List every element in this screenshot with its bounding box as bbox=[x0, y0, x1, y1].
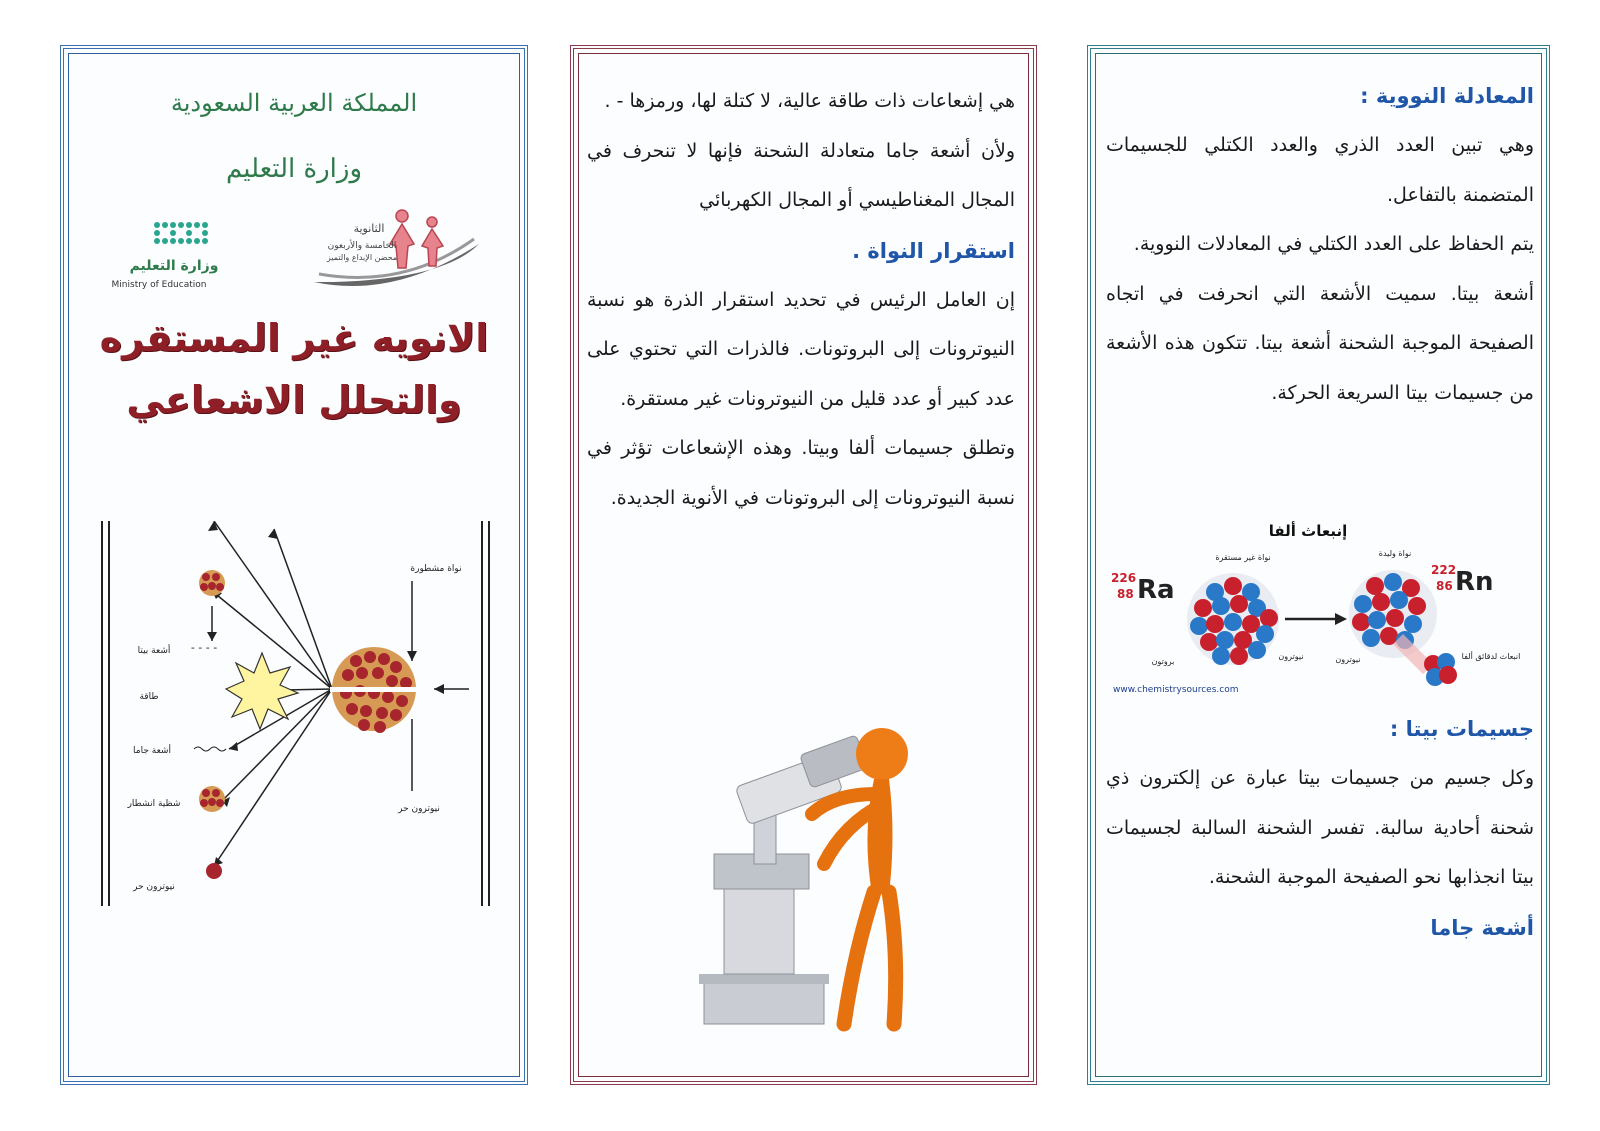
rn-mass-number: 222 bbox=[1431, 563, 1457, 577]
school-logo bbox=[294, 204, 494, 294]
right-text-bottom bbox=[1106, 704, 1534, 953]
gamma-neutral-paragraph: ولأن أشعة جاما متعادلة الشحنة فإنها لا تنحرف في المجال المغناطيسي أو المجال الكهربائي bbox=[587, 139, 1015, 211]
right-panel bbox=[1087, 45, 1550, 1085]
label-unstable-nucleus: نواة غير مستقرة bbox=[1215, 553, 1271, 562]
mass-conservation-paragraph: يتم الحفاظ على العدد الكتلي في المعادلات النووية. bbox=[1133, 233, 1534, 255]
label-beta: أشعة بيتا bbox=[137, 646, 171, 656]
rn-atomic-number: 86 bbox=[1436, 579, 1453, 593]
title-line-1: الانويه غير المستقره bbox=[99, 316, 489, 360]
energy-burst-icon bbox=[226, 653, 298, 729]
label-proton: بروتون bbox=[1151, 657, 1175, 666]
label-neutron-2: نيوترون bbox=[1335, 655, 1361, 664]
beta-particles-heading: جسيمات بيتا : bbox=[1389, 717, 1534, 741]
label-alpha-emission: انبعاث لدقائق ألفا bbox=[1461, 652, 1521, 661]
stability-paragraph: إن العامل الرئيس في تحديد استقرار الذرة هو نسبة النيوترونات إلى البروتونات. فالذرات التي تحتوي على عدد كبير أو عدد قليل من النيوترونات غير مستقرة. bbox=[587, 288, 1015, 410]
scientist-microscope-illustration bbox=[684, 724, 924, 1034]
label-fission-fragment: شظية انشطار bbox=[127, 799, 181, 809]
figure-source: www.chemistrysources.com bbox=[1113, 685, 1239, 695]
rn-symbol: Rn bbox=[1455, 567, 1494, 597]
right-text-top bbox=[1106, 71, 1534, 418]
title-line-2: والتحلل الاشعاعي bbox=[126, 378, 462, 422]
label-daughter-nucleus: نواة وليدة bbox=[1378, 549, 1412, 558]
school-logo-line3: محضن الإبداع والتميز bbox=[326, 253, 398, 262]
nucleus-stability-heading: استقرار النواة . bbox=[852, 238, 1015, 263]
ministry-name: وزارة التعليم bbox=[225, 154, 363, 184]
ra-mass-number: 226 bbox=[1111, 571, 1137, 585]
school-logo-line1: الثانوية bbox=[353, 222, 385, 235]
alpha-emission-figure bbox=[1103, 514, 1523, 699]
label-split-nucleus: نواة مشطورة bbox=[410, 564, 462, 574]
beta-rays-paragraph: أشعة بيتا. سميت الأشعة التي انحرفت في اتجاه الصفيحة الموجبة الشحنة أشعة بيتا. تتكون هذه الأشعة من جسيمات بيتا السريعة الحركة. bbox=[1106, 282, 1534, 404]
left-panel bbox=[60, 45, 528, 1085]
label-neutron-1: نيوترون bbox=[1278, 652, 1304, 661]
radon-nucleus-icon bbox=[1349, 570, 1437, 658]
ministry-of-education-logo bbox=[99, 217, 224, 297]
emission-paragraph: وتطلق جسيمات ألفا وبيتا. وهذه الإشعاعات تؤثر في نسبة النيوترونات إلى البروتونات في الأنوية الجديدة. bbox=[587, 437, 1015, 509]
gamma-rays-heading: أشعة جاما bbox=[1430, 915, 1534, 940]
label-free-neutron-1: نيوترون حر bbox=[398, 804, 440, 814]
beta-particles-paragraph: وكل جسيم من جسيمات بيتا عبارة عن إلكترون ذي شحنة أحادية سالبة. تفسر الشحنة السالبة لجسيمات بيتا انجذابها نحو الصفيحة الموجبة الشحنة. bbox=[1106, 767, 1534, 888]
fission-diagram bbox=[94, 521, 504, 921]
free-neutron-dot bbox=[206, 863, 222, 879]
middle-text bbox=[587, 77, 1015, 523]
alpha-figure-title: إنبعاث ألفا bbox=[1268, 522, 1348, 540]
gamma-description: هي إشعاعات ذات طاقة عالية، لا كتلة لها، ورمزها - . bbox=[604, 90, 1015, 112]
nucleus-fragment-icon-2 bbox=[199, 786, 225, 812]
moe-logo-english: Ministry of Education bbox=[111, 280, 207, 290]
label-free-neutron-2: نيوترون حر bbox=[133, 882, 175, 892]
nuclear-equation-heading: المعادلة النووية : bbox=[1360, 84, 1534, 108]
nucleus-fragment-icon bbox=[199, 570, 225, 596]
nuclear-equation-paragraph: وهي تبين العدد الذري والعدد الكتلي للجسيمات المتضمنة بالتفاعل. bbox=[1106, 134, 1534, 206]
moe-logo-arabic: وزارة التعليم bbox=[129, 258, 219, 274]
ra-atomic-number: 88 bbox=[1117, 587, 1134, 601]
radium-nucleus-icon bbox=[1187, 573, 1279, 665]
school-logo-line2: الخامسة والأربعون bbox=[327, 241, 397, 251]
split-nucleus-icon bbox=[330, 647, 420, 733]
middle-panel bbox=[570, 45, 1037, 1085]
label-gamma: أشعة جاما bbox=[133, 746, 171, 756]
page-title bbox=[64, 307, 524, 431]
svg-text:- - - -: - - - - bbox=[190, 641, 218, 654]
kingdom-name: المملكة العربية السعودية bbox=[170, 89, 418, 117]
label-energy: طاقة bbox=[139, 692, 159, 702]
ra-symbol: Ra bbox=[1137, 575, 1175, 605]
